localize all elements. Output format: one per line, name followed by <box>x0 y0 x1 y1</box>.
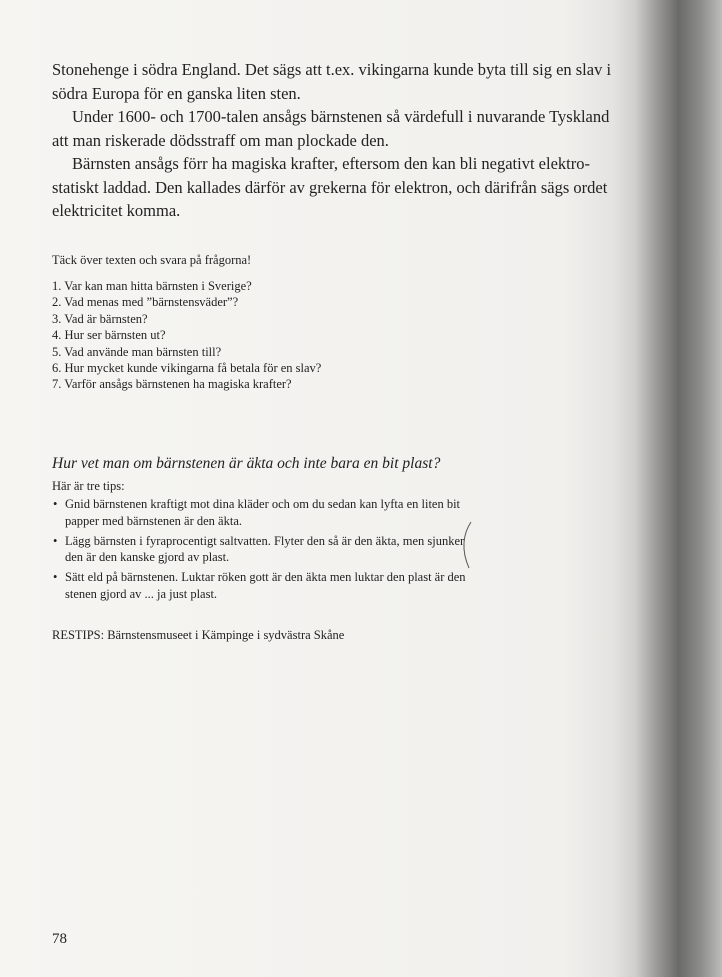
paragraph-1: Stonehenge i södra England. Det sägs att t.ex. vikingarna kunde byta till sig en slav i södra Europa för en ganska liten sten. <box>52 60 612 103</box>
tip-text: Lägg bärnsten i fyraprocentigt saltvatten. Flyter den så är den äkta, men sjunker den är den kanske gjord av plast. <box>65 533 465 565</box>
tip-item <box>52 496 482 530</box>
tips-heading: Hur vet man om bärnstenen är äkta och inte bara en bit plast? <box>52 455 441 472</box>
tip-text: Gnid bärnstenen kraftigt mot dina kläder och om du sedan kan lyfta en liten bit papper med bärnstenen är den äkta. <box>65 497 461 528</box>
question-item: 3. Vad är bärnsten? <box>52 311 148 326</box>
bullet-icon: • <box>53 533 58 548</box>
body-text <box>52 58 617 223</box>
question-item: 4. Hur ser bärnsten ut? <box>52 328 166 343</box>
pencil-bracket-mark <box>455 520 477 580</box>
question-item: 6. Hur mycket kunde vikingarna få betala för en slav? <box>52 361 322 376</box>
tips-list <box>52 496 482 606</box>
paragraph-2: Under 1600- och 1700-talen ansågs bärnstenen så värdefull i nuvarande Tyskland att man riskerade dödsstraff om man plockade den. <box>52 107 610 150</box>
tip-item <box>52 533 482 567</box>
tip-text: Sätt eld på bärnstenen. Luktar röken gott är den äkta men luktar den plast är den stenen gjord av ... ja just plast. <box>65 570 466 601</box>
bullet-icon: • <box>53 497 58 511</box>
tip-item <box>52 569 482 603</box>
question-item: 7. Varför ansågs bärnstenen ha magiska krafter? <box>52 377 292 392</box>
page-number: 78 <box>52 931 67 947</box>
question-item: 1. Var kan man hitta bärnsten i Sverige? <box>52 279 252 293</box>
bullet-icon: • <box>53 570 58 585</box>
restips: RESTIPS: Bärnstensmuseet i Kämpinge i sydvästra Skåne <box>52 628 345 642</box>
question-item: 5. Vad använde man bärnsten till? <box>52 344 222 359</box>
question-item: 2. Vad menas med ”bärnstensväder”? <box>52 295 239 310</box>
exercise-instruction: Täck över texten och svara på frågorna! <box>52 253 252 267</box>
paragraph-3: Bärnsten ansågs förr ha magiska krafter, eftersom den kan bli negativt elektro-statiskt laddad. Den kallades därför av grekerna för elektron, och därifrån sägs ordet elektricitet komma. <box>52 154 608 220</box>
tips-intro: Här är tre tips: <box>52 479 125 493</box>
question-list <box>52 278 321 393</box>
